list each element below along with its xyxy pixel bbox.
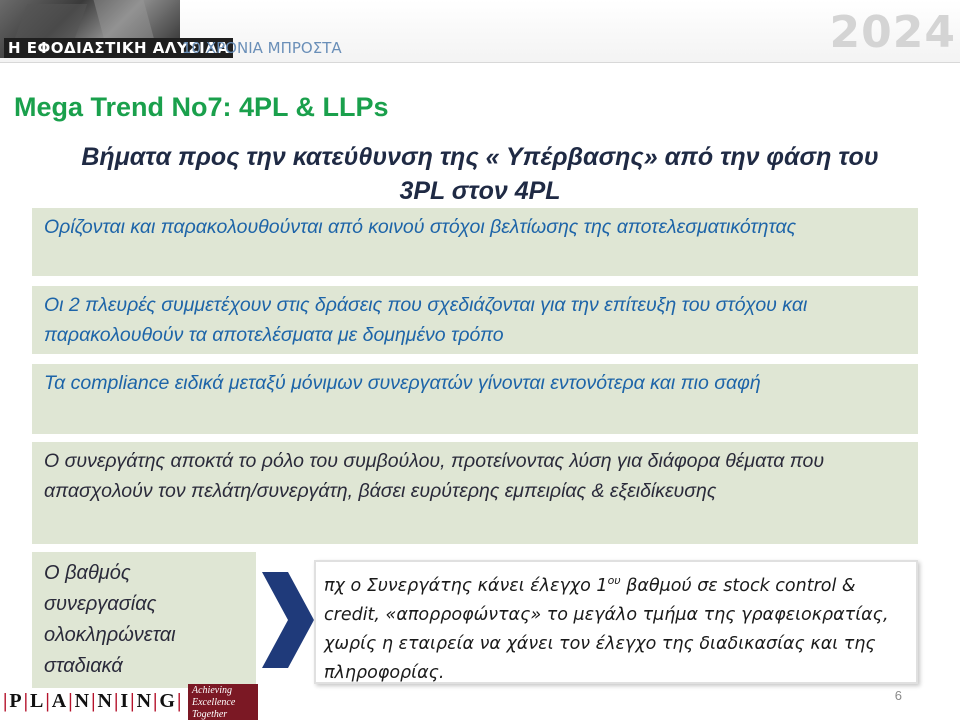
chevron-right-icon [262, 572, 314, 668]
example-text-rest: βαθμού σε stock control & credit, «απορροφώντας» το μεγάλο τμήμα της γραφειοκρατίας, χωρίς η εταιρεία να χάνει τον έλεγχο της διαδικασίας και της πληροφορίας. [324, 575, 889, 683]
slide-subtitle [14, 140, 946, 208]
step-box-4: Ο συνεργάτης αποκτά το ρόλο του συμβούλου, προτείνοντας λύση για διάφορα θέματα που απασχολούν τον πελάτη/συνεργάτη, βάσει ευρύτερης εμπειρίας & εξειδίκευσης [32, 442, 918, 546]
example-text-start: πχ ο Συνεργάτης κάνει έλεγχο 1 [324, 575, 608, 596]
page-number: 6 [894, 688, 902, 703]
step-box-1: Ορίζονται και παρακολουθούνται από κοινού στόχοι βελτίωσης της αποτελεσματικότητας [32, 208, 918, 278]
logo-tagline: Achieving Excellence Together [188, 684, 258, 720]
step-box-3: Τα compliance ειδικά μεταξύ μόνιμων συνεργατών γίνονται εντονότερα και πιο σαφή [32, 364, 918, 436]
header-banner [0, 0, 960, 63]
subtitle-line-2: 3PL στον 4PL [399, 177, 561, 205]
example-superscript: ου [607, 574, 621, 587]
slide-title: Mega Trend No7: 4PL & LLPs [14, 92, 389, 122]
banner-subtitle: 10 ΧΡΟΝΙΑ ΜΠΡΟΣΤΑ [182, 39, 342, 57]
subtitle-line-1: Βήματα προς την κατεύθυνση της « Υπέρβασης» από την φάση του [81, 143, 879, 171]
banner-title: Η ΕΦΟΔΙΑΣΤΙΚΗ ΑΛΥΣΙΔΑ [4, 38, 233, 58]
year-watermark: 2024 [829, 7, 956, 58]
cooperation-level-box: Ο βαθμός συνεργασίας ολοκληρώνεται σταδιακά [32, 552, 256, 688]
planning-logo [0, 684, 250, 720]
step-box-2: Οι 2 πλευρές συμμετέχουν στις δράσεις που σχεδιάζονται για την επίτευξη του στόχου και παρακολουθούν τα αποτελέσματα με δομημένο τρόπο [32, 286, 918, 356]
example-box [314, 560, 918, 684]
planning-wordmark: |P|L|A|N|N|I|N|G| [3, 690, 183, 712]
